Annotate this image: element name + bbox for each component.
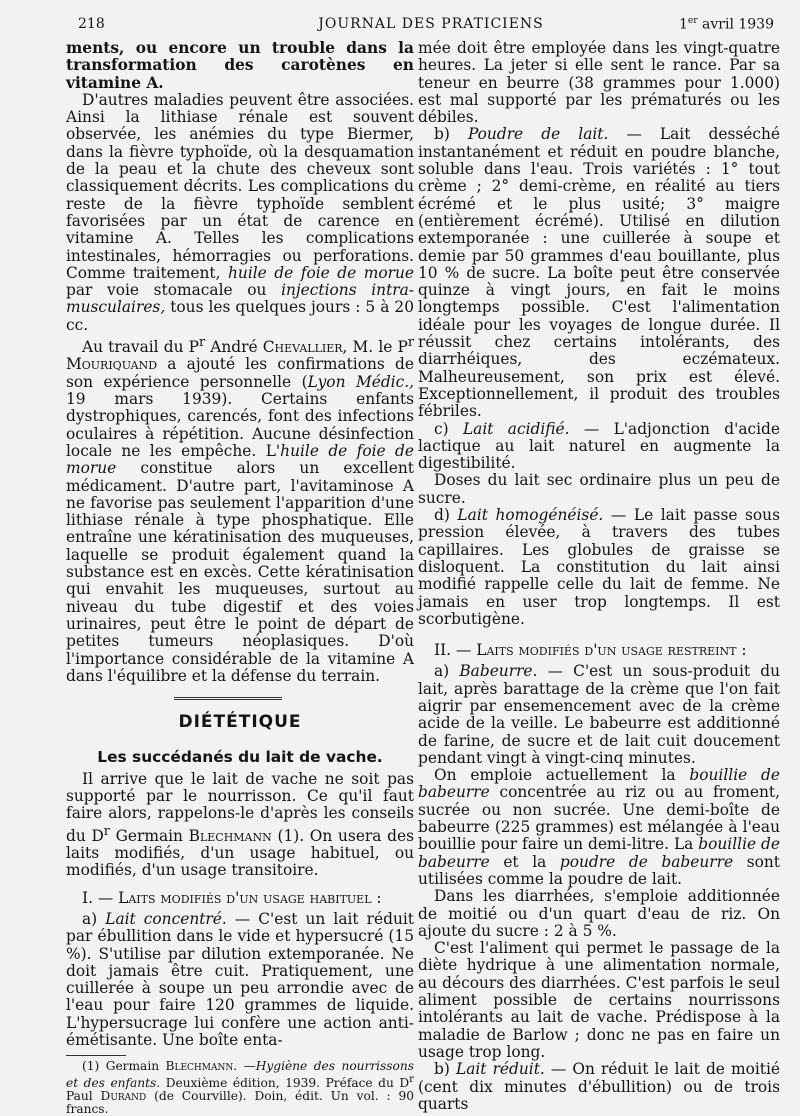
paragraph: a) Babeurre. — C'est un sous-produit du lait, après barattage de la crème que l'on fait aigrir par ensemencement avec de la crème acide de la veille. Le babeurre est additionné de farine, de sucre et de lait cuit doucement pendant vingt à vingt-cinq minutes. xyxy=(418,662,780,767)
section-separator xyxy=(174,697,282,700)
paragraph: b) Poudre de lait. — Lait desséché instantanément et réduit en poudre blanche, soluble dans l'eau. Trois variétés : 1° tout crème ; 2° demi-crème, en réalité au tiers écrémé et le plus usité; 3° maigre (entièrement écrémé). Utilisé en dilution extemporanée : une cuillerée à soupe et demie par 50 grammes d'eau bouillante, plus 10 % de sucre. La boîte peut être conservée quinze à vingt jours, en fait le moins longtemps possible. C'est l'alimentation idéale pour les voyages de longue durée. Il réussit chez certains intolérants, des diarrhéiques, des eczémateux. Malheureusement, son prix est élevé. Exceptionnellement, il produit des troubles fébriles. xyxy=(418,125,780,421)
journal-title: JOURNAL DES PRATICIENS xyxy=(318,16,544,32)
left-column xyxy=(66,40,414,1116)
paragraph: c) Lait acidifié. — L'adjonction d'acide lactique au lait naturel en augmente la digestibilité. xyxy=(418,419,780,473)
page-number: 218 xyxy=(78,16,105,32)
running-header xyxy=(78,16,784,38)
section-title: DIÉTÉTIQUE xyxy=(178,712,302,733)
footnote-rule xyxy=(66,1055,126,1056)
right-column xyxy=(418,40,780,1113)
article-heading: Les succédanés du lait de vache. xyxy=(97,748,383,767)
subsection-heading: I. — Laits modifiés d'un usage habituel : xyxy=(82,888,382,907)
paragraph: D'autres maladies peuvent être associées. Ainsi la lithiase rénale est souvent observée, les anémies du type Biermer, dans la fièvre typhoïde, où la desquamation de la peau et la chute des cheveux sont classiquement décrits. Les complications du reste de la fièvre typhoïde semblent favorisées par un état de carence en vitamine A. Telles les complications intestinales, hémorragies ou perforations. Comme traitement, huile de foie de morue par voie stomacale ou injections intra-musculaires, tous les quelques jours : 5 à 20 cc. xyxy=(66,90,414,334)
subsection-heading: II. — Laits modifiés d'un usage restreint : xyxy=(434,641,747,660)
issue-date: 1er avril 1939 xyxy=(679,16,774,33)
paragraph: C'est l'aliment qui permet le passage de la diète hydrique à une alimentation normale, au décours des diarrhées. C'est parfois le seul aliment possible de certains nourrissons intolérants au lait de vache. Prédispose à la maladie de Barlow ; donc ne pas en faire un usage trop long. xyxy=(418,939,780,1061)
paragraph: ments, ou encore un trouble dans la transformation des carotènes en vitamine A. xyxy=(66,39,414,92)
footnote: (1) Germain Blechmann. —Hygiène des nourrissons et des enfants. Deuxième édition, 1939. Préface du $D^r$ Paul Durand (de Courville). Doin, édit. Un vol. : 90 francs. xyxy=(66,1059,415,1116)
paragraph: b) Lait réduit. — On réduit le lait de moitié (cent dix minutes d'ébullition) ou de trois quarts xyxy=(418,1060,781,1113)
paragraph: Au travail du $P^r$ André Chevallier, M. le $P^r$ Mouriquand a ajouté les confirmations de son expérience personnelle (Lyon Médic., 19 mars 1939). Certains enfants dystrophiques, carencés, font des infections oculaires à répétition. Aucune désinfection locale ne les empêche. L'huile de foie de morue constitue alors un excellent médicament. D'autre part, l'avitaminose A ne favorise pas seulement l'apparition d'une lithiase rénale à type phosphatique. Elle entraîne une kératinisation des muqueuses, laquelle se produit également quand la substance est en excès. Cette kératinisation qui envahit les muqueuses, surtout au niveau du tube digestif et des voies urinaires, peut être le point de départ de petites tumeurs néoplasiques. D'où l'importance considérable de la vitamine A dans l'équilibre et la défense du terrain. xyxy=(66,335,414,685)
paragraph: Doses du lait sec ordinaire plus un peu de sucre. xyxy=(418,471,780,507)
paragraph: mée doit être employée dans les vingt-quatre heures. La jeter si elle sent le rance. Par sa teneur en beurre (38 grammes pour 1.000) est mal supporté par les prématurés ou les débiles. xyxy=(418,39,780,127)
paragraph: On emploie actuellement la bouillie de babeurre concentrée au riz ou au froment, sucrée ou non sucrée. Une demi-boîte de babeurre (225 grammes) est mélangée à l'eau bouillie pour faire un demi-litre. La bouillie de babeurre et la poudre de babeurre sont utilisées comme la poudre de lait. xyxy=(418,766,780,888)
paragraph: d) Lait homogénéisé. — Le lait passe sous pression élevée, à travers des tubes capillaires. Les globules de graisse se disloquent. La constitution du lait ainsi modifié rappelle celle du lait de femme. Ne jamais en user trop longtemps. Il est scorbutigène. xyxy=(418,506,780,628)
paragraph: Il arrive que le lait de vache ne soit pas supporté par le nourrisson. Ce qu'il faut faire alors, rappelons-le d'après les conseils du $D^r$ Germain Blechmann (1). On usera des laits modifiés, d'un usage habituel, ou modifiés, d'un usage transitoire. xyxy=(66,769,414,880)
paragraph: Dans les diarrhées, s'emploie additionnée de moitié ou d'un quart d'eau de riz. On ajoute du sucre : 2 à 5 %. xyxy=(418,887,780,940)
paragraph: a) Lait concentré. — C'est un lait réduit par ébullition dans le vide et hypersucré (15 %). S'utilise par dilution extemporanée. Ne doit jamais être cuit. Pratiquement, une cuillerée à soupe un peu arrondie avec de l'eau pour faire 120 grammes de liquide. L'hypersucrage lui confère une action anti-émétisante. Une boîte enta- xyxy=(66,909,414,1049)
